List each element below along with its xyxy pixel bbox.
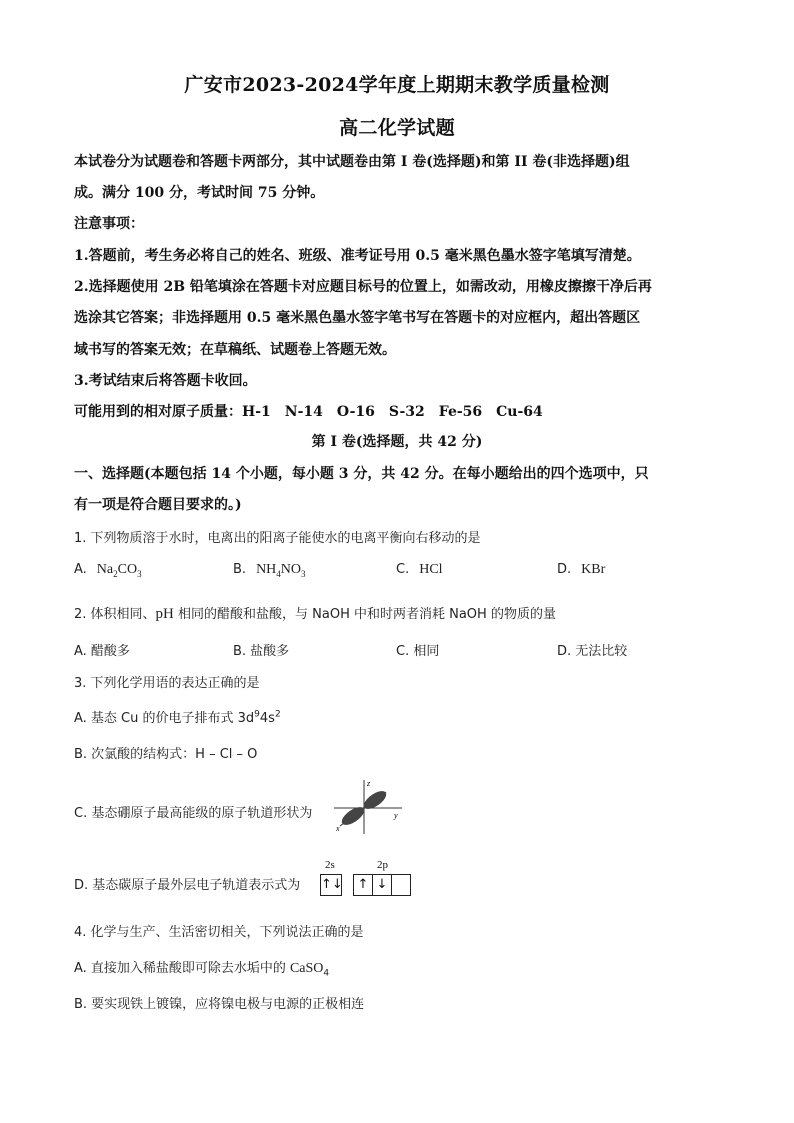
q2-option-c: C. 相同 (396, 644, 440, 659)
q2-option-b: B. 盐酸多 (233, 644, 290, 659)
q1-option-c: C. HCl (396, 562, 443, 577)
orbital-lobe-lower (339, 804, 367, 829)
q1-option-d: D. KBr (557, 562, 606, 577)
q3-stem: 3. 下列化学用语的表达正确的是 (74, 676, 260, 691)
notes-heading: 注意事项： (74, 216, 144, 232)
orbital-2s-box: ↑↓ (320, 874, 342, 896)
p-orbital-diagram (330, 776, 406, 836)
q3-option-d: D. 基态碳原子最外层电子轨道表示式为 (74, 878, 301, 893)
q2-option-a: A. 醋酸多 (74, 644, 130, 659)
intro-line-1: 本试卷分为试题卷和答题卡两部分，其中试题卷由第 I 卷(选择题)和第 II 卷(非选择题)组 (74, 154, 630, 170)
q4-option-a: A. 直接加入稀盐酸即可除去水垢中的 CaSO$_4$ (74, 961, 330, 979)
orbital-2s-label: 2s (325, 859, 335, 871)
axis-z-label: z (367, 779, 371, 788)
orbital-2p-box-2: ↓ (373, 874, 392, 896)
note-3: 3.考试结束后将答题卡收回。 (74, 373, 257, 389)
orbital-2s-boxes (320, 874, 342, 896)
intro-line-2: 成。满分 100 分，考试时间 75 分钟。 (74, 185, 325, 201)
q3-option-c: C. 基态硼原子最高能级的原子轨道形状为 (74, 806, 313, 821)
q3-option-a: A. 基态 Cu 的价电子排布式 $3d^94s^2$ (74, 709, 281, 726)
q1-stem: 1. 下列物质溶于水时，电离出的阳离子能使水的电离平衡向右移动的是 (74, 531, 481, 546)
section-instruction-1: 一、选择题(本题包括 14 个小题，每小题 3 分，共 42 分。在每小题给出的四个选项中，只 (74, 466, 649, 482)
q1-option-b-label: B. (233, 562, 247, 577)
axis-x-label: x (336, 824, 340, 833)
exam-subtitle: 高二化学试题 (339, 117, 455, 139)
q2-stem: 2. 体积相同、pH 相同的醋酸和盐酸，与 NaOH 中和时两者消耗 NaOH 的物质的量 (74, 606, 556, 622)
q1-option-c-label: C. (396, 562, 410, 577)
orbital-2p-box-3 (392, 874, 411, 896)
q4-option-b: B. 要实现铁上镀镍，应将镍电极与电源的正极相连 (74, 997, 365, 1012)
orbital-2p-boxes (353, 874, 411, 896)
note-2-line-2: 选涂其它答案；非选择题用 0.5 毫米黑色墨水签字笔书写在答题卡的对应框内，超出答题区 (74, 310, 641, 326)
note-2-line-1: 2.选择题使用 2B 铅笔填涂在答题卡对应题目标号的位置上，如需改动，用橡皮擦擦干净后再 (74, 279, 652, 295)
q3-option-b: B. 次氯酸的结构式：H – Cl – O (74, 747, 258, 762)
section-title: 第 I 卷(选择题，共 42 分) (311, 434, 483, 450)
orbital-2p-box-1: ↑ (353, 874, 373, 896)
atomic-masses: 可能用到的相对原子质量：H-1 N-14 O-16 S-32 Fe-56 Cu-64 (74, 404, 543, 420)
orbital-2p-label: 2p (377, 859, 388, 871)
q1-option-a-label: A. (74, 562, 87, 577)
axis-y-label: y (394, 811, 398, 820)
note-1: 1.答题前，考生务必将自己的姓名、班级、准考证号用 0.5 毫米黑色墨水签字笔填写清楚。 (74, 248, 641, 264)
q4-stem: 4. 化学与生产、生活密切相关，下列说法正确的是 (74, 925, 364, 940)
q1-option-d-label: D. (557, 562, 572, 577)
q2-option-d: D. 无法比较 (557, 644, 628, 659)
section-instruction-2: 有一项是符合题目要求的。) (74, 497, 242, 513)
orbital-lobe-upper (361, 788, 389, 813)
exam-title: 广安市2023-2024学年度上期期末教学质量检测 (184, 74, 610, 96)
q1-option-a: A. $Na_2CO_3$ (74, 562, 142, 579)
note-2-line-3: 域书写的答案无效；在草稿纸、试题卷上答题无效。 (74, 342, 396, 358)
q1-option-b: B. $NH_4NO_3$ (233, 562, 306, 579)
